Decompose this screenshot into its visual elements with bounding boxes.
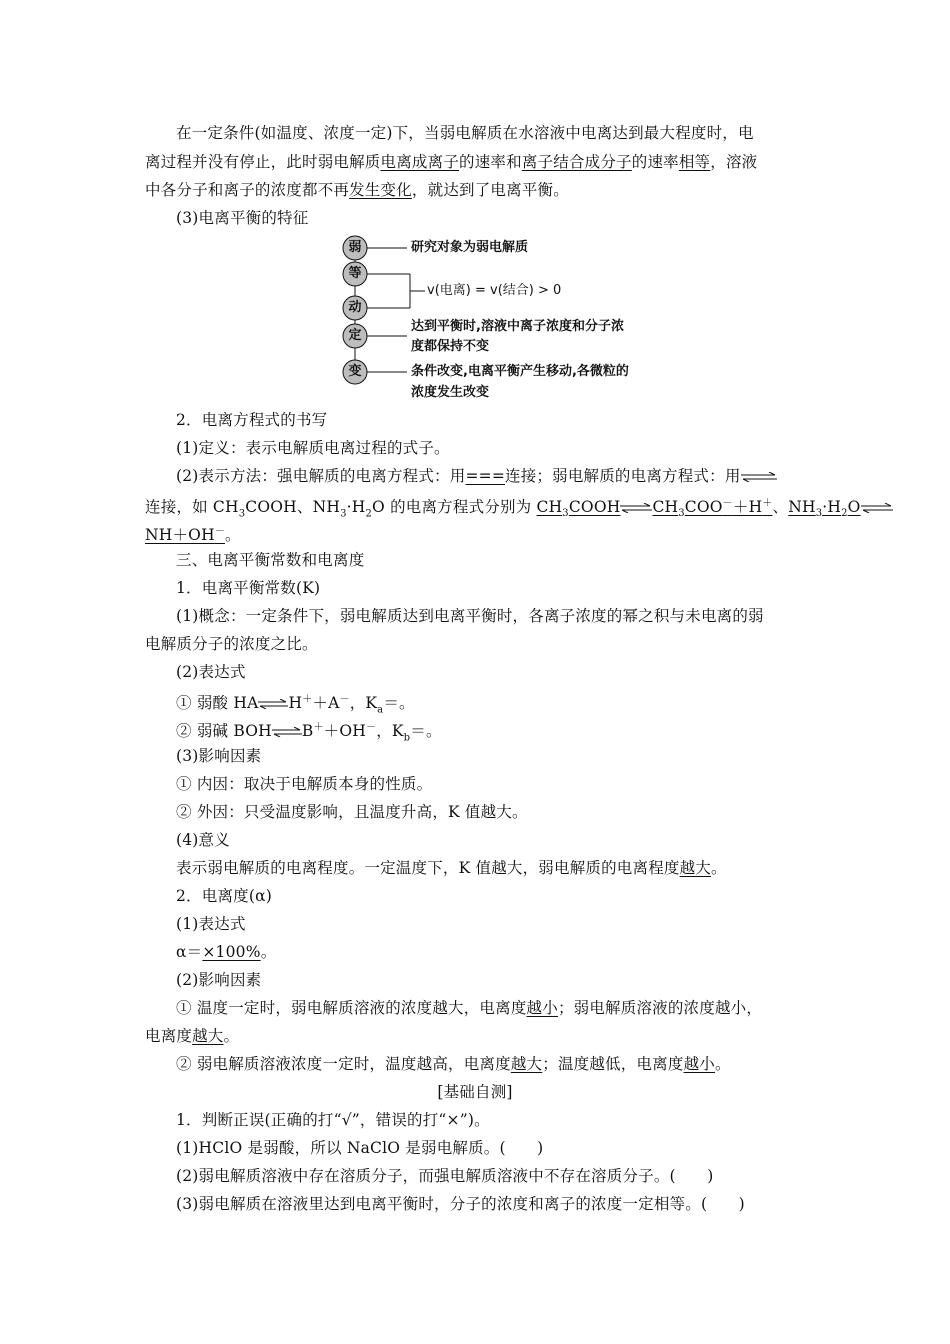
paragraph-line: (1)定义：表示电解质电离过程的式子。 (176, 439, 450, 457)
paragraph-line: (4)意义 (176, 831, 230, 849)
reversible-arrow-icon (258, 699, 288, 709)
subsection-heading: 2．电离度(α) (176, 887, 273, 905)
paragraph-line: 电离度越大。 (145, 1027, 240, 1045)
reversible-arrow-icon (620, 503, 652, 513)
paragraph-line: ① 弱酸 HA H＋＋A－，$K_a=$。 (176, 694, 415, 716)
diagram-text-change-1: 条件改变,电离平衡产生移动,各微粒的 (411, 364, 629, 379)
feature-equal: 等 (348, 266, 362, 281)
paragraph-line: 离过程并没有停止，此时弱电解质电离成离子的速率和离子结合成分子的速率相等，溶液 (145, 153, 758, 171)
paragraph-line: (3)影响因素 (176, 747, 262, 765)
feature-weak: 弱 (348, 240, 362, 255)
paragraph-line: 中各分子和离子的浓度都不再发生变化，就达到了电离平衡。 (145, 181, 569, 199)
diagram-text-weak: 研究对象为弱电解质 (411, 240, 529, 255)
section-heading: 2．电离方程式的书写 (176, 411, 328, 429)
paragraph-line: 表示弱电解质的电离程度。一定温度下，K 值越大，弱电解质的电离程度越大。 (176, 859, 727, 877)
diagram-text-change-2: 浓度发生改变 (411, 385, 490, 400)
diagram-text-fixed-2: 度都保持不变 (411, 339, 490, 354)
question-line: (3)弱电解质在溶液里达到电离平衡时，分子的浓度和离子的浓度一定相等。( ) (176, 1195, 745, 1213)
subsection-heading: 1．电离平衡常数(K) (176, 579, 321, 597)
question-line: (2)弱电解质溶液中存在溶质分子，而强电解质溶液中不存在溶质分子。( ) (176, 1167, 714, 1185)
feature-dynamic: 动 (348, 300, 362, 315)
paragraph-line: (2)影响因素 (176, 971, 262, 989)
paragraph-line: 连接，如 $CH_3COOH$、$NH_3\cdot H_2O$ 的电离方程式分别为 $CH_3COOH$ $CH_3COO^-+H^+$、$NH_3\cdot H_2O$ (145, 494, 810, 524)
question-line: 1．判断正误(正确的打“√”，错误的打“×”)。 (176, 1111, 490, 1129)
paragraph-line: NH＋OH－。 (145, 526, 241, 545)
equilibrium-features-diagram (335, 235, 665, 405)
feature-fixed: 定 (348, 328, 362, 343)
paragraph-line: (1)概念：一定条件下，弱电解质达到电离平衡时，各离子浓度的幂之积与未电离的弱 (176, 607, 764, 625)
paragraph-line: α＝×100%。 (176, 943, 277, 961)
paragraph-line: ① 温度一定时，弱电解质溶液的浓度越大，电离度越小；弱电解质溶液的浓度越小， (176, 999, 763, 1017)
reversible-arrow-icon (861, 503, 893, 513)
paragraph-line: 在一定条件(如温度、浓度一定)下，当弱电解质在水溶液中电离达到最大程度时，电 (176, 124, 754, 142)
section-heading: (3)电离平衡的特征 (176, 209, 309, 227)
section-heading: 三、电离平衡常数和电离度 (176, 551, 365, 569)
diagram-text-fixed-1: 达到平衡时,溶液中离子浓度和分子浓 (411, 319, 624, 334)
paragraph-line: (1)表达式 (176, 915, 246, 933)
reversible-arrow-icon (272, 727, 302, 737)
paragraph-line: (2)表示方法：强电解质的电离方程式：用===连接；弱电解质的电离方程式：用 (176, 466, 841, 486)
section-heading-self-test: [基础自测] (437, 1083, 513, 1101)
paragraph-line: ② 外因：只受温度影响，且温度升高，K 值越大。 (176, 803, 528, 821)
diagram-text-rate: v(电离) = v(结合) > 0 (427, 283, 562, 298)
paragraph-line: ① 内因：取决于电解质本身的性质。 (176, 775, 433, 793)
paragraph-line: ② 弱电解质溶液浓度一定时，温度越高，电离度越大；温度越低，电离度越小。 (176, 1055, 731, 1073)
paragraph-line: (2)表达式 (176, 663, 246, 681)
question-line: (1)HClO 是弱酸，所以 NaClO 是弱电解质。( ) (176, 1139, 544, 1157)
reversible-arrow-icon (741, 472, 777, 482)
paragraph-line: ② 弱碱 BOH B＋＋OH－，$K_b=$。 (176, 722, 442, 744)
paragraph-line: 电解质分子的浓度之比。 (145, 635, 318, 653)
feature-change: 变 (348, 364, 362, 379)
